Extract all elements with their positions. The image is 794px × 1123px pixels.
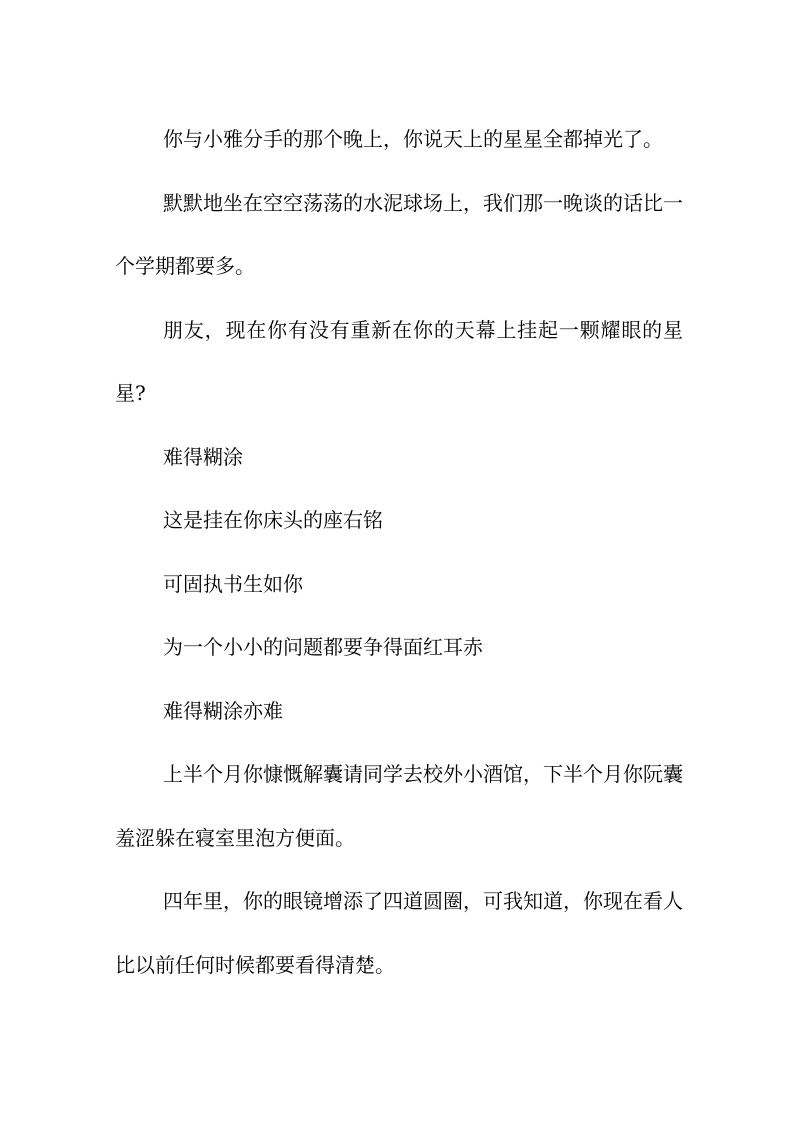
body-text: [115, 108, 683, 997]
paragraph-glasses: 四年里，你的眼镜增添了四道圆圈，可我知道，你现在看人比以前任何时候都要看得清楚。: [115, 889, 683, 977]
paragraph-hard-to-be-muddled: 难得糊涂亦难: [163, 698, 283, 723]
paragraph-basketball-court: 默默地坐在空空荡荡的水泥球场上，我们那一晚谈的话比一个学期都要多。: [115, 190, 683, 278]
paragraph-bright-star: 朋友，现在你有没有重新在你的天幕上挂起一颗耀眼的星星?: [115, 317, 683, 405]
paragraph-breakup-night: 你与小雅分手的那个晚上，你说天上的星星全都掉光了。: [163, 127, 663, 151]
paragraph-motto-bedside: 这是挂在你床头的座右铭: [163, 508, 383, 532]
paragraph-generosity: 上半个月你慷慨解囊请同学去校外小酒馆，下半个月你阮囊羞涩躲在寝室里泡方便面。: [115, 762, 683, 850]
paragraph-argument: 为一个小小的问题都要争得面红耳赤: [163, 635, 483, 659]
paragraph-motto-title: 难得糊涂: [163, 444, 243, 469]
paragraph-stubborn-scholar: 可固执书生如你: [163, 571, 303, 596]
